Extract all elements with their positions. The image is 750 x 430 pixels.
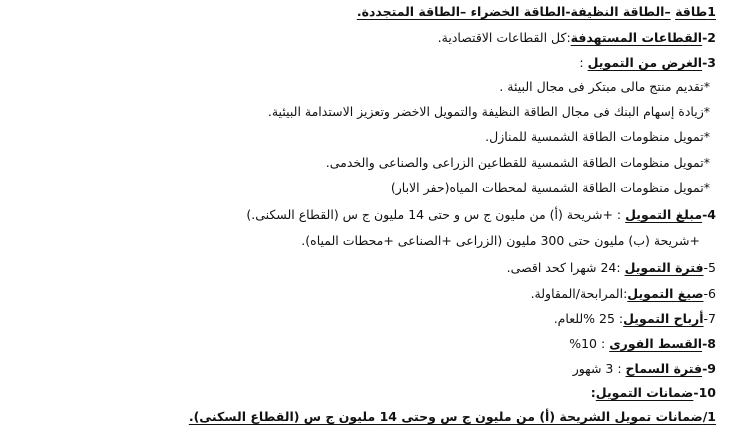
item-5-number: 5- <box>703 260 716 275</box>
item-4-text: : +شريحة (أ) من مليون ج س و حتى 14 مليون ج س (القطاع السكنى.) <box>246 207 622 222</box>
item-9 <box>573 359 716 379</box>
item-7-label: أرباح التمويل <box>623 311 704 326</box>
item-4-number: 4- <box>702 207 716 222</box>
item-1 <box>357 2 716 22</box>
item-2-label: القطاعات المستهدفة <box>570 30 703 45</box>
item-8-text: : 10% <box>569 336 606 351</box>
item-1-text: –الطاقة النظيفة-الطاقة الخضراء –الطاقة المتجددة. <box>356 4 671 19</box>
bullet-5: *تمويل منظومات الطاقة الشمسية لمحطات المياه(حفر الابار) <box>390 180 710 195</box>
item-8-label: القسط الفورى <box>609 336 703 351</box>
bullet-4: *تمويل منظومات الطاقة الشمسية للقطاعين الزراعى والصناعى والخدمى. <box>325 155 710 170</box>
item-2-text: :كل القطاعات الاقتصادية. <box>437 30 571 45</box>
item-4-tranche-b: +شريحة (ب) مليون حتى 300 مليون (الزراعى +الصناعى +محطات المياه). <box>301 233 700 248</box>
item-3-label: الغرض من التمويل <box>587 55 703 70</box>
item-6-label: صيغ التمويل <box>627 286 704 301</box>
item-1-label: طاقة <box>675 4 708 19</box>
item-10 <box>591 383 716 403</box>
item-9-number: 9- <box>702 361 716 376</box>
item-6-text: :المرابحة/المقاولة. <box>530 286 628 301</box>
item-8 <box>569 334 716 354</box>
item-3-number: 3- <box>702 55 716 70</box>
bullet-3: *تمويل منظومات الطاقة الشمسية للمنازل. <box>485 129 710 144</box>
item-11-number: 1/ <box>702 409 716 424</box>
item-7-text: : 25 %للعام. <box>553 311 624 326</box>
item-8-number: 8- <box>702 336 716 351</box>
bullet-2: *زيادة إسهام البنك فى مجال الطاقة النظيفة والتمويل الاخضر وتعزيز الاستدامة البيئية. <box>267 104 710 119</box>
item-2 <box>438 28 716 48</box>
item-3-text: : <box>579 55 584 70</box>
item-9-text: : 3 شهور <box>572 361 622 376</box>
item-5-label: فترة التمويل <box>624 260 704 275</box>
item-4 <box>246 205 716 225</box>
item-7-number: 7- <box>703 311 716 326</box>
item-1-number: 1 <box>707 4 716 19</box>
item-4-label: مبلغ التمويل <box>625 207 703 222</box>
bullet-1: *تقديم منتج مالى مبتكر فى مجال البيئة . <box>499 79 710 94</box>
item-3 <box>579 53 716 73</box>
item-10-number: 10- <box>693 385 716 400</box>
item-10-text: : <box>590 385 596 400</box>
item-7 <box>554 309 716 329</box>
item-10-label: ضمانات التمويل <box>595 385 694 400</box>
item-11 <box>189 407 716 427</box>
item-6-number: 6- <box>703 286 716 301</box>
item-6 <box>531 284 716 304</box>
item-5 <box>507 258 716 278</box>
item-2-number: 2- <box>702 30 716 45</box>
item-11-text: ضمانات تمويل الشريحة (أ) من مليون ج س وحتى 14 مليون ج س (القطاع السكنى). <box>188 409 703 424</box>
item-5-text: :24 شهرا كحد اقصى. <box>506 260 621 275</box>
item-9-label: فترة السماح <box>625 361 703 376</box>
